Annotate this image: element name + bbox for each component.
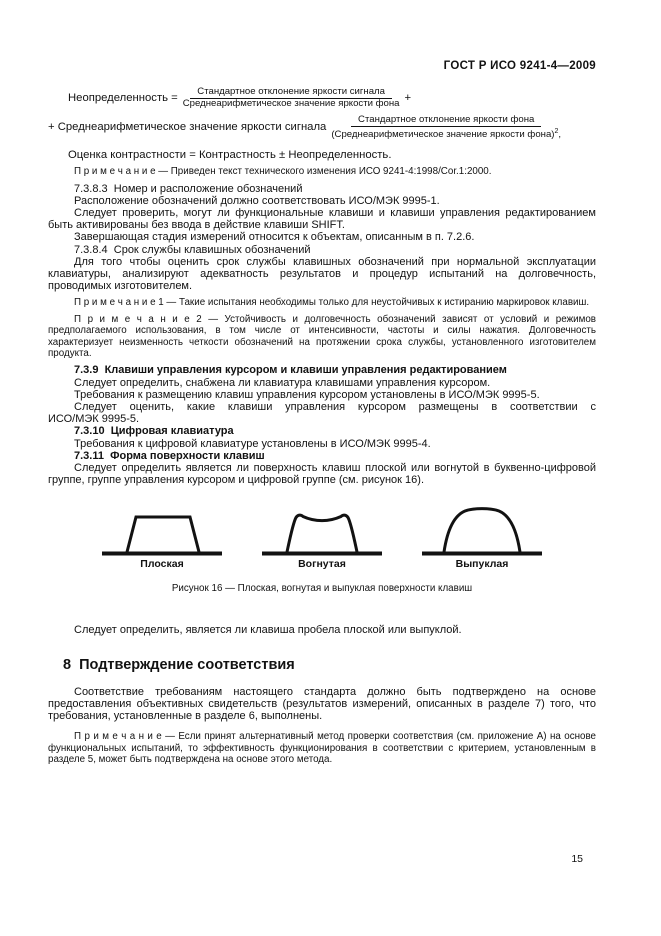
paragraph: Расположение обозначений должно соответствовать ИСО/МЭК 9995-1. <box>74 194 440 207</box>
paragraph: Следует проверить, могут ли функциональные клавиши и клавиши управления редактированием быть активированы без ввода в действие клавиши SHIFT. <box>48 207 596 232</box>
document-page <box>48 60 596 771</box>
paragraph: Следует определить является ли поверхность клавиш плоской или вогнутой в буквенно-цифровой группе, группе управления курсором и цифровой группе (см. рисунок 16). <box>48 462 596 487</box>
section-heading-7-3-8-3: 7.3.8.3 Номер и расположение обозначений <box>74 182 303 195</box>
formula-plus-sign: + <box>404 91 412 104</box>
formula-uncertainty <box>48 86 596 161</box>
section-heading-7-3-8-4: 7.3.8.4 Срок службы клавишных обозначений <box>74 243 311 256</box>
fraction-1-denominator: Среднеарифметическое значение яркости фона <box>182 98 400 109</box>
paragraph: Требования к размещению клавиш управления курсором установлены в ИСО/МЭК 9995-5. <box>74 388 540 401</box>
fraction-1 <box>183 86 400 109</box>
flat-key-profile-icon <box>102 504 222 556</box>
note-1: П р и м е ч а н и е 1 — Такие испытания необходимы только для неустойчивых к истиранию маркировок клавиш. <box>74 297 590 309</box>
figure-item-flat <box>102 504 222 570</box>
note-2: П р и м е ч а н и е 2 — Устойчивость и долговечность обозначений зависят от условий и режимов предполагаемого использования, в том числе от интенсивности, частоты и силы нажатия. Долговечность характеризует неизменность четкости обозначений на протяжении срока службы, установленного изготовителем продукта. <box>48 313 596 360</box>
formula-line-1 <box>68 86 596 109</box>
paragraph: Для того чтобы оценить срок службы клавишных обозначений при нормальной эксплуатации клавиатуры, анализируют адекватность результатов и процедур испытаний на долговечность, проводимых изготовителем. <box>48 255 596 293</box>
continuation-line: ИСО/МЭК 9995-5. <box>48 413 140 426</box>
paragraph <box>48 401 596 425</box>
paragraph: Соответствие требованиям настоящего стандарта должно быть подтверждено на основе предоставления объективных свидетельств (результатов измерений, описанных в разделе 7) того, что требования, установленные в разделе 6, выполнены. <box>48 685 596 723</box>
figure-16 <box>48 504 596 570</box>
convex-key-profile-icon <box>422 504 542 556</box>
note-alternative-method: П р и м е ч а н и е — Если принят альтернативный метод проверки соответствия (см. приложение А) на основе функциональных испытаний, то эффективность функционирования в соответствии с критерием, установленным в разделе 5, может быть подтверждена на основе этого метода. <box>48 731 596 766</box>
figure-label: Вогнутая <box>298 558 346 571</box>
paragraph: Требования к цифровой клавиатуре установлены в ИСО/МЭК 9995-4. <box>74 437 431 450</box>
formula-contrast-estimate: Оценка контрастности = Контрастность ± Неопределенность. <box>68 149 392 162</box>
justified-line: Следует оценить, какие клавиши управления курсором размещены в соответствии с <box>74 401 596 414</box>
paragraph: Завершающая стадия измерений относится к объектам, описанным в п. 7.2.6. <box>74 231 475 244</box>
concave-key-profile-icon <box>262 504 382 556</box>
section-heading-7-3-10: 7.3.10 Цифровая клавиатура <box>74 425 234 438</box>
fraction-2 <box>331 114 561 140</box>
figure-label: Выпуклая <box>455 558 509 571</box>
section-heading-7-3-9: 7.3.9 Клавиши управления курсором и клавиши управления редактированием <box>74 364 507 377</box>
formula-line2-label: + Среднеарифметическое значение яркости сигнала <box>48 121 327 134</box>
fraction-2-numerator: Стандартное отклонение яркости фона <box>351 114 541 127</box>
fraction-2-exponent: 2 <box>554 128 559 135</box>
note-technical-change: П р и м е ч а н и е — Приведен текст технического изменения ИСО 9241-4:1998/Cor.1:2000. <box>74 166 492 178</box>
figure-item-convex <box>422 504 542 570</box>
fraction-2-denominator-base: (Среднеарифметическое значение яркости фона) <box>331 129 555 141</box>
paragraph: Следует определить, снабжена ли клавиатура клавишами управления курсором. <box>74 376 491 389</box>
formula-comma: , <box>558 129 562 141</box>
figure-label: Плоская <box>140 558 184 571</box>
section-heading-7-3-11: 7.3.11 Форма поверхности клавиш <box>74 449 265 462</box>
formula-line-2 <box>48 114 596 140</box>
figure-caption: Рисунок 16 — Плоская, вогнутая и выпуклая поверхности клавиш <box>171 583 473 595</box>
paragraph: Следует определить, является ли клавиша пробела плоской или выпуклой. <box>74 624 462 637</box>
page-number: 15 <box>571 853 583 865</box>
fraction-1-numerator: Стандартное отклонение яркости сигнала <box>190 86 392 99</box>
fraction-2-denominator <box>331 125 561 140</box>
formula-line1-label: Неопределенность = <box>68 91 178 104</box>
figure-item-concave <box>262 504 382 570</box>
section-heading-8: 8 Подтверждение соответствия <box>63 656 295 673</box>
running-header: ГОСТ Р ИСО 9241-4—2009 <box>443 60 596 72</box>
